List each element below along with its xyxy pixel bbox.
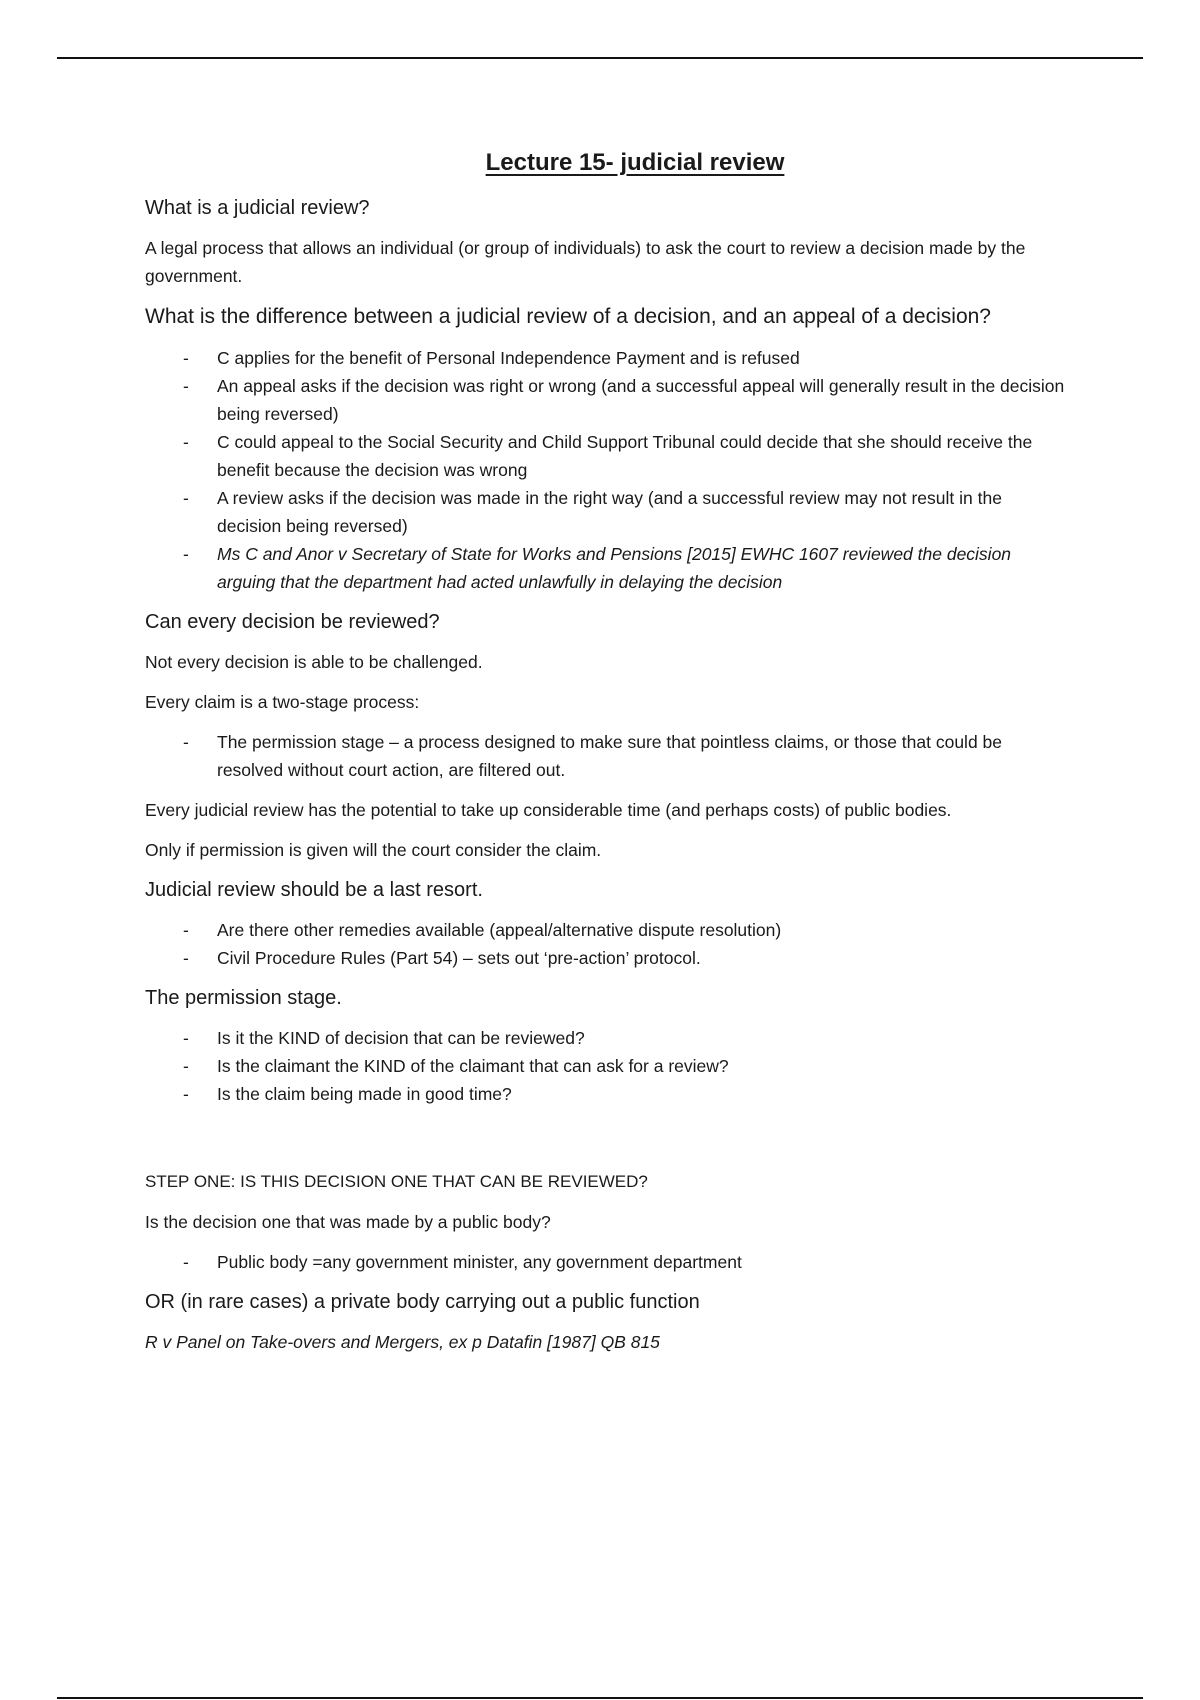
question-review-vs-appeal: What is the difference between a judicial review of a decision, and an appeal of a decision? — [145, 305, 991, 328]
two-stage-list — [145, 728, 1065, 784]
vertical-gap — [145, 1120, 1065, 1168]
bottom-rule — [57, 1697, 1143, 1699]
dash-bullet: - — [183, 1252, 189, 1272]
document-title: Lecture 15- judicial review — [485, 149, 785, 176]
paragraph-public-body-question: Is the decision one that was made by a public body? — [145, 1212, 551, 1232]
paragraph-two-stage-process: Every claim is a two-stage process: — [145, 692, 420, 712]
heading-last-resort: Judicial review should be a last resort. — [145, 879, 483, 901]
document-body — [145, 146, 1065, 1368]
dash-bullet: - — [183, 732, 189, 752]
heading-private-body: OR (in rare cases) a private body carrying out a public function — [145, 1291, 700, 1313]
dash-bullet: - — [183, 1056, 189, 1076]
top-rule — [57, 57, 1143, 59]
dash-bullet: - — [183, 920, 189, 940]
list-item: - Public body =any government minister, any government department — [145, 1248, 1065, 1276]
heading-step-one: STEP ONE: IS THIS DECISION ONE THAT CAN BE REVIEWED? — [145, 1172, 648, 1191]
dash-bullet: - — [183, 432, 189, 452]
dash-bullet: - — [183, 348, 189, 368]
list-item: - An appeal asks if the decision was right or wrong (and a successful appeal will generally result in the decision being reversed) — [145, 372, 1065, 428]
list-item: - Civil Procedure Rules (Part 54) – sets out ‘pre-action’ protocol. — [145, 944, 1065, 972]
permission-stage-list — [145, 1024, 1065, 1108]
paragraph-not-every-decision: Not every decision is able to be challenged. — [145, 652, 483, 672]
list-item: - C applies for the benefit of Personal Independence Payment and is refused — [145, 344, 1065, 372]
dash-bullet: - — [183, 948, 189, 968]
list-item: - Is the claimant the KIND of the claimant that can ask for a review? — [145, 1052, 1065, 1080]
list-item: - The permission stage – a process designed to make sure that pointless claims, or those that could be resolved without court action, are filtered out. — [145, 728, 1065, 784]
answer-definition: A legal process that allows an individual (or group of individuals) to ask the court to review a decision made by the government. — [145, 238, 1026, 286]
list-item: - C could appeal to the Social Security and Child Support Tribunal could decide that she should receive the benefit because the decision was wrong — [145, 428, 1065, 484]
list-item: - Are there other remedies available (appeal/alternative dispute resolution) — [145, 916, 1065, 944]
heading-permission-stage: The permission stage. — [145, 987, 342, 1009]
question-what-is-judicial-review: What is a judicial review? — [145, 197, 370, 219]
public-body-list — [145, 1248, 1065, 1276]
dash-bullet: - — [183, 376, 189, 396]
dash-bullet: - — [183, 1028, 189, 1048]
list-item: - Is the claim being made in good time? — [145, 1080, 1065, 1108]
paragraph-considerable-time: Every judicial review has the potential to take up considerable time (and perhaps costs) of public bodies. — [145, 800, 952, 820]
dash-bullet: - — [183, 1084, 189, 1104]
question-can-every-decision-be-reviewed: Can every decision be reviewed? — [145, 611, 440, 633]
paragraph-only-if-permission: Only if permission is given will the court consider the claim. — [145, 840, 602, 860]
case-citation-item: - Ms C and Anor v Secretary of State for Works and Pensions [2015] EWHC 1607 reviewed the decision arguing that the department had acted unlawfully in delaying the decision — [145, 540, 1065, 596]
case-citation-datafin: R v Panel on Take-overs and Mergers, ex p Datafin [1987] QB 815 — [145, 1332, 660, 1352]
dash-bullet: - — [183, 544, 189, 564]
dash-bullet: - — [183, 488, 189, 508]
review-vs-appeal-list — [145, 344, 1065, 596]
list-item: - A review asks if the decision was made in the right way (and a successful review may not result in the decision being reversed) — [145, 484, 1065, 540]
list-item: - Is it the KIND of decision that can be reviewed? — [145, 1024, 1065, 1052]
last-resort-list — [145, 916, 1065, 972]
